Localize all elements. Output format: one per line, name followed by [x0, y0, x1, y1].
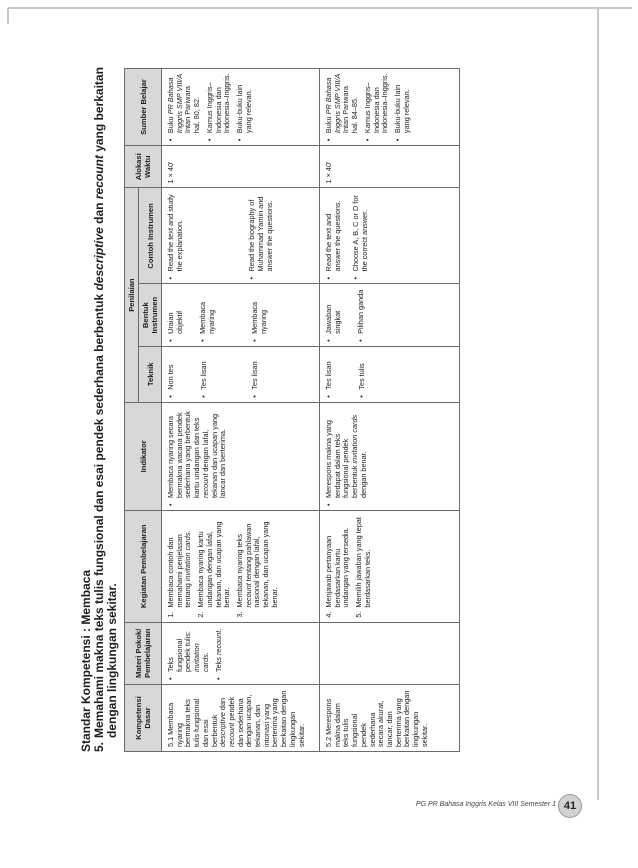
sumber-text: Intan Pariwara hal. 80, 82. [183, 86, 202, 134]
list-item [234, 515, 280, 618]
cell-bentuk [320, 284, 460, 346]
list-item: • Read the biography of Muhammad Yamin and answer the questions. [248, 192, 274, 271]
kegiatan-text: Membaca nyaring kartu undangan dengan lafal, tekanan, dan ucapan yang benar. [196, 521, 232, 608]
header-alokasi-waktu: Alokasi Waktu [125, 146, 162, 188]
cell-kompetensi-5-2: 5.2 Merespons makna dalam teks tulis fungsional pendek sederhana secara akurat, lancar, dan berterima yang berkaitan dengan lingkungan sekitar. [320, 685, 460, 752]
cell-alokasi: 1 × 40' [162, 146, 320, 188]
competency-statement [93, 62, 119, 752]
header-materi-pokok: Materi Pokok/ Pembelajaran [125, 622, 162, 684]
list-item: • Choose A, B, C or D for the correct answer. [352, 192, 369, 271]
cell-indikator [162, 402, 320, 510]
list-item: • Kamus Inggris–Indonesia dan Indonesia–Inggris. [206, 73, 232, 133]
materi-text: Teks fungsional pendek tulis: [166, 631, 193, 673]
cell-kompetensi-5-1 [162, 685, 320, 752]
competency-text-a: Memahami makna teks tulis fungsional dan esai pendek sederhana berbentuk [92, 290, 106, 738]
cell-teknik [162, 346, 320, 402]
list-item: • Uraian objektif [167, 288, 184, 333]
competency-italic-recount: recount [92, 155, 106, 200]
materi-italic: invitation cards. [192, 643, 210, 673]
list-item: • Non tes [167, 351, 176, 390]
kegiatan-text: tentang pahlawan nasional dengan lafal, tekanan, dan ucapan yang benar. [243, 521, 279, 608]
kegiatan-text: Memilih jawaban yang tepat berdasarkan teks. [354, 517, 372, 608]
standard-competency-heading [80, 62, 119, 752]
header-sumber-belajar: Sumber Belajar [125, 69, 162, 146]
cell-alokasi: 1 × 40' [320, 146, 460, 188]
page-number-badge: 41 [558, 794, 582, 818]
cell-sumber [320, 69, 460, 146]
list-item: • Read the text and study the explanation. [167, 192, 184, 271]
header-indikator: Indikator [125, 402, 162, 510]
list-item: • Tes lisan [325, 351, 334, 390]
list-item [167, 627, 211, 672]
header-contoh-instrumen: Contoh Instrumen [139, 188, 162, 284]
list-item: • Buku-buku lain yang relevan. [236, 73, 253, 133]
competency-number: 5. [92, 741, 106, 752]
list-item: • Kamus Inggris–Indonesia dan Indonesia–Inggris. [364, 73, 390, 133]
cell-sumber [162, 69, 320, 146]
kd-italic: descriptive [218, 712, 228, 747]
list-item: • Membaca nyaring [251, 288, 268, 333]
item-number: 4. [324, 611, 333, 618]
kd-text: 5.1 Membaca nyaring bermakna teks tulis fungsional dan esai berbentuk [166, 698, 219, 747]
list-item [166, 515, 193, 618]
standard-competency-line: Standar Kompetensi : Membaca [79, 569, 93, 752]
list-item [325, 73, 360, 133]
cell-indikator [320, 402, 460, 510]
sumber-text: Buku [166, 114, 175, 134]
list-item: • Tes tulis [358, 351, 367, 390]
list-item: • Read the text and answer the questions. [325, 192, 342, 271]
item-number: 5. [354, 611, 364, 618]
header-teknik: Teknik [139, 346, 162, 402]
cell-contoh [162, 188, 320, 284]
list-item [167, 407, 228, 498]
list-item: • Buku-buku lain yang relevan. [394, 73, 411, 133]
header-kegiatan: Kegiatan Pembelajaran [125, 510, 162, 622]
list-item: • Membaca nyaring [199, 288, 216, 333]
indikator-text: dengan lafal, tekanan dan ucapan yang lancar dan berterima. [200, 413, 228, 498]
list-item [196, 515, 232, 618]
cell-bentuk [162, 284, 320, 346]
list-item [167, 73, 202, 133]
materi-text: . [213, 628, 223, 631]
kegiatan-text: . [183, 530, 193, 533]
competency-text [93, 62, 119, 738]
kd-text: pendek dan sederhana dengan ucapan, tekanan, dan intonasi yang berterima yang berkaitan dengan lingkungan sekitar. [226, 690, 306, 747]
footer-book-title: PG PR Bahasa Inggris Kelas VIII Semester 1 [415, 801, 556, 808]
kegiatan-italic: recount [243, 583, 253, 608]
list-item: • Tes lisan [251, 351, 260, 390]
sumber-italic: PR Bahasa Inggris SMP VIII/A [166, 73, 184, 134]
header-bentuk-instrumen: Bentuk Instrumen [139, 284, 162, 346]
kegiatan-italic: invitation cards [183, 532, 193, 582]
table-row [162, 69, 320, 752]
kegiatan-text: Membaca nyaring teks [234, 534, 244, 608]
competency-text-b: dan [92, 199, 106, 228]
sumber-text: Buku [324, 114, 333, 134]
header-kompetensi-dasar: Kompetensi Dasar [125, 685, 162, 752]
kd-text: dan [218, 697, 228, 713]
materi-italic: recount [213, 630, 223, 656]
cell-kegiatan [162, 510, 320, 622]
indikator-text: dengan benar. [358, 451, 368, 498]
competency-italic-descriptive: descriptive [92, 227, 106, 291]
cell-materi-empty [320, 622, 460, 684]
item-number: 2. [196, 611, 206, 618]
sumber-text: Intan Pariwara hal. 84–85. [341, 86, 360, 134]
rotated-page-content [80, 52, 550, 752]
list-item: • Pilihan ganda [357, 288, 366, 333]
indikator-text: Membaca nyaring secara bermakna wacana pendek sederhana yang berbentuk kartu undangan dan teks [166, 411, 202, 498]
syllabus-table [124, 68, 460, 752]
list-item [324, 515, 351, 618]
header-penilaian: Penilaian [125, 188, 139, 402]
list-item [215, 627, 224, 672]
competency-text-c: yang berkaitan dengan lingkungan sekitar. [92, 67, 119, 738]
list-item [325, 407, 369, 498]
kegiatan-text: Membaca contoh dan memahami penjelasan tentang [166, 534, 193, 608]
item-number: 3. [234, 611, 244, 618]
cell-teknik [320, 346, 460, 402]
cell-materi [162, 622, 320, 684]
materi-text: Teks [213, 655, 223, 673]
list-item [354, 515, 372, 618]
cell-contoh [320, 188, 460, 284]
kegiatan-text: Menjawab pertanyaan berdasarkan kartu undangan yang tersedia. [324, 527, 351, 608]
cell-kegiatan [320, 510, 460, 622]
list-item: • Tes lisan [200, 351, 209, 390]
table-row [320, 69, 460, 752]
indikator-italic: invitation cards [350, 414, 360, 464]
indikator-text: Merespons makna yang terdapat dalam teks fungsional pendek berbentuk [324, 420, 360, 498]
kd-italic: recount [226, 722, 236, 747]
list-item: • Jawaban singkat [325, 288, 342, 333]
item-number: 1. [166, 611, 175, 618]
indikator-italic: recount [200, 473, 210, 498]
sumber-italic: PR Bahasa Inggris SMP VIII/A [324, 73, 342, 134]
